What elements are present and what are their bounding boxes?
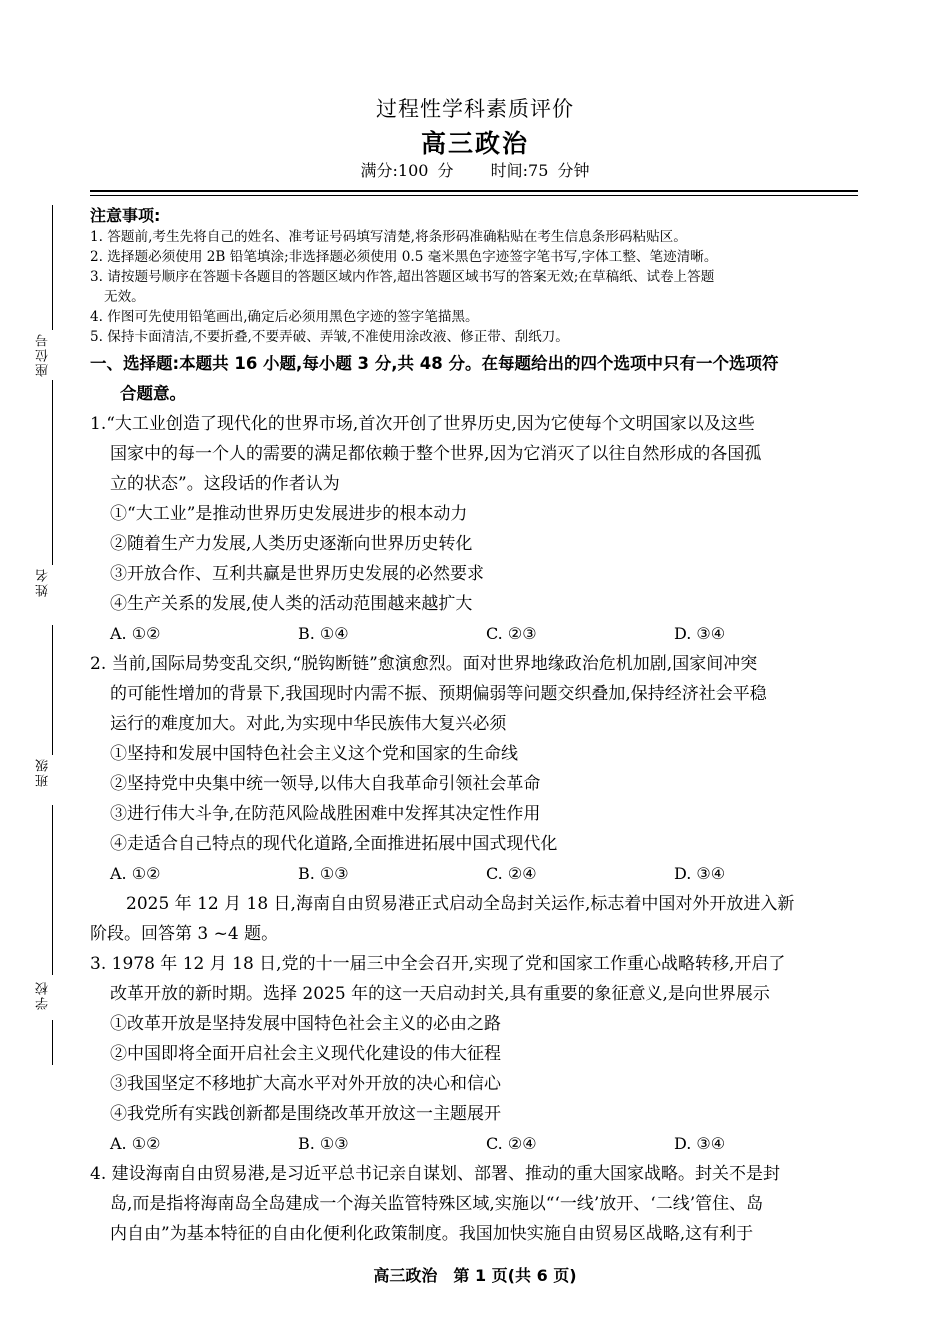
question-4 [90, 1159, 862, 1249]
option-item: ④我党所有实践创新都是围绕改革开放这一主题展开 [110, 1104, 501, 1124]
question-stem: 国家中的每一个人的需要的满足都依赖于整个世界,因为它消灭了以往自然形成的各国孤 [110, 444, 762, 464]
choice-b: B. ①③ [298, 1134, 349, 1153]
notice-item: 2. 选择题必须使用 2B 铅笔填涂;非选择题必须使用 0.5 毫米黑色字迹签字笔书写,字体工整、笔迹清晰。 [90, 249, 718, 265]
exam-subtitle: 过程性学科素质评价 [376, 97, 574, 121]
choice-a: A. ①② [110, 864, 161, 883]
question-stem: 3. 1978 年 12 月 18 日,党的十一届三中全会召开,实现了党和国家工作重心战略转移,开启了 [90, 954, 786, 974]
material-intro: 2025 年 12 月 18 日,海南自由贸易港正式启动全岛封关运作,标志着中国对外开放进入新 [126, 894, 795, 914]
answer-choices [90, 859, 862, 889]
notice-item: 1. 答题前,考生先将自己的姓名、准考证号码填写清楚,将条形码准确粘贴在考生信息条形码粘贴区。 [90, 229, 687, 245]
option-item: ④生产关系的发展,使人类的活动范围越来越扩大 [110, 594, 473, 614]
choice-a: A. ①② [110, 624, 161, 643]
question-stem: 1.“大工业创造了现代化的世界市场,首次开创了世界历史,因为它使每个文明国家以及这些 [90, 414, 755, 434]
notice-title: 注意事项: [90, 206, 161, 225]
option-item: ②随着生产力发展,人类历史逐渐向世界历史转化 [110, 534, 473, 554]
question-stem: 改革开放的新时期。选择 2025 年的这一天启动封关,具有重要的象征意义,是向世界展示 [110, 984, 770, 1004]
exam-title: 高三政治 [420, 129, 529, 158]
question-stem: 4. 建设海南自由贸易港,是习近平总书记亲自谋划、部署、推动的重大国家战略。封关不是封 [90, 1164, 781, 1184]
choice-c: C. ②④ [486, 1134, 537, 1153]
notice-item: 5. 保持卡面清洁,不要折叠,不要弄破、弄皱,不准使用涂改液、修正带、刮纸刀。 [90, 329, 569, 345]
question-3 [90, 949, 862, 1009]
school-label: 学校 [34, 975, 54, 1015]
choice-d: D. ③④ [674, 624, 726, 643]
answer-choices [90, 619, 862, 649]
choice-a: A. ①② [110, 1134, 161, 1153]
question-stem: 内自由”为基本特征的自由化便利化政策制度。我国加快实施自由贸易区战略,这有利于 [110, 1224, 754, 1244]
choice-b: B. ①③ [298, 864, 349, 883]
option-item: ①“大工业”是推动世界历史发展进步的根本动力 [110, 504, 468, 524]
page-footer: 高三政治 第 1 页(共 6 页) [373, 1266, 577, 1285]
question-stem: 立的状态”。这段话的作者认为 [110, 474, 340, 494]
material-intro-cont: 阶段。回答第 3 ~4 题。 [90, 924, 279, 944]
exam-time: 时间:75 分钟 [490, 161, 590, 180]
binding-line [52, 1020, 53, 1065]
choice-c: C. ②④ [486, 864, 537, 883]
question-stem: 2. 当前,国际局势变乱交织,“脱钩断链”愈演愈烈。面对世界地缘政治危机加剧,国家间冲突 [90, 654, 758, 674]
notice-item: 3. 请按题号顺序在答题卡各题目的答题区域内作答,超出答题区域书写的答案无效;在草稿纸、试卷上答题 [90, 269, 715, 285]
name-label: 姓名 [34, 565, 54, 600]
question-stem: 的可能性增加的背景下,我国现时内需不振、预期偏弱等问题交织叠加,保持经济社会平稳 [110, 684, 767, 704]
question-stem: 岛,而是指将海南岛全岛建成一个海关监管特殊区域,实施以“‘一线’放开、‘二线’管住、岛 [110, 1194, 764, 1214]
header-rule [90, 195, 858, 196]
option-item: ②坚持党中央集中统一领导,以伟大自我革命引领社会革命 [110, 774, 541, 794]
notice-item: 4. 作图可先使用铅笔画出,确定后必须用黑色字迹的签字笔描黑。 [90, 309, 479, 325]
binding-line [52, 805, 53, 975]
option-item: ④走适合自己特点的现代化道路,全面推进拓展中国式现代化 [110, 834, 558, 854]
binding-line [52, 205, 53, 330]
class-label: 班级 [34, 755, 54, 790]
choice-d: D. ③④ [674, 1134, 726, 1153]
question-stem: 运行的难度加大。对此,为实现中华民族伟大复兴必须 [110, 714, 507, 734]
binding-line [52, 380, 53, 565]
notice-item: 无效。 [104, 289, 145, 305]
answer-choices [90, 1129, 862, 1159]
seat-number-label: 座位号 [34, 330, 54, 380]
option-item: ③开放合作、互利共赢是世界历史发展的必然要求 [110, 564, 484, 584]
option-item: ①坚持和发展中国特色社会主义这个党和国家的生命线 [110, 744, 518, 764]
option-item: ③进行伟大斗争,在防范风险战胜困难中发挥其决定性作用 [110, 804, 541, 824]
binding-line [52, 625, 53, 755]
choice-d: D. ③④ [674, 864, 726, 883]
section-heading: 一、选择题:本题共 16 小题,每小题 3 分,共 48 分。在每题给出的四个选项中只有一个选项符 合题意。 [90, 354, 779, 403]
exam-content [90, 205, 862, 1249]
option-item: ②中国即将全面开启社会主义现代化建设的伟大征程 [110, 1044, 501, 1064]
choice-c: C. ②③ [486, 624, 537, 643]
header-rule [90, 190, 858, 192]
question-2 [90, 649, 862, 739]
question-1 [90, 409, 862, 499]
exam-meta [0, 158, 950, 181]
option-item: ①改革开放是坚持发展中国特色社会主义的必由之路 [110, 1014, 501, 1034]
full-score: 满分:100 分 [360, 161, 454, 180]
notice-list [90, 227, 862, 347]
option-item: ③我国坚定不移地扩大高水平对外开放的决心和信心 [110, 1074, 501, 1094]
choice-b: B. ①④ [298, 624, 349, 643]
